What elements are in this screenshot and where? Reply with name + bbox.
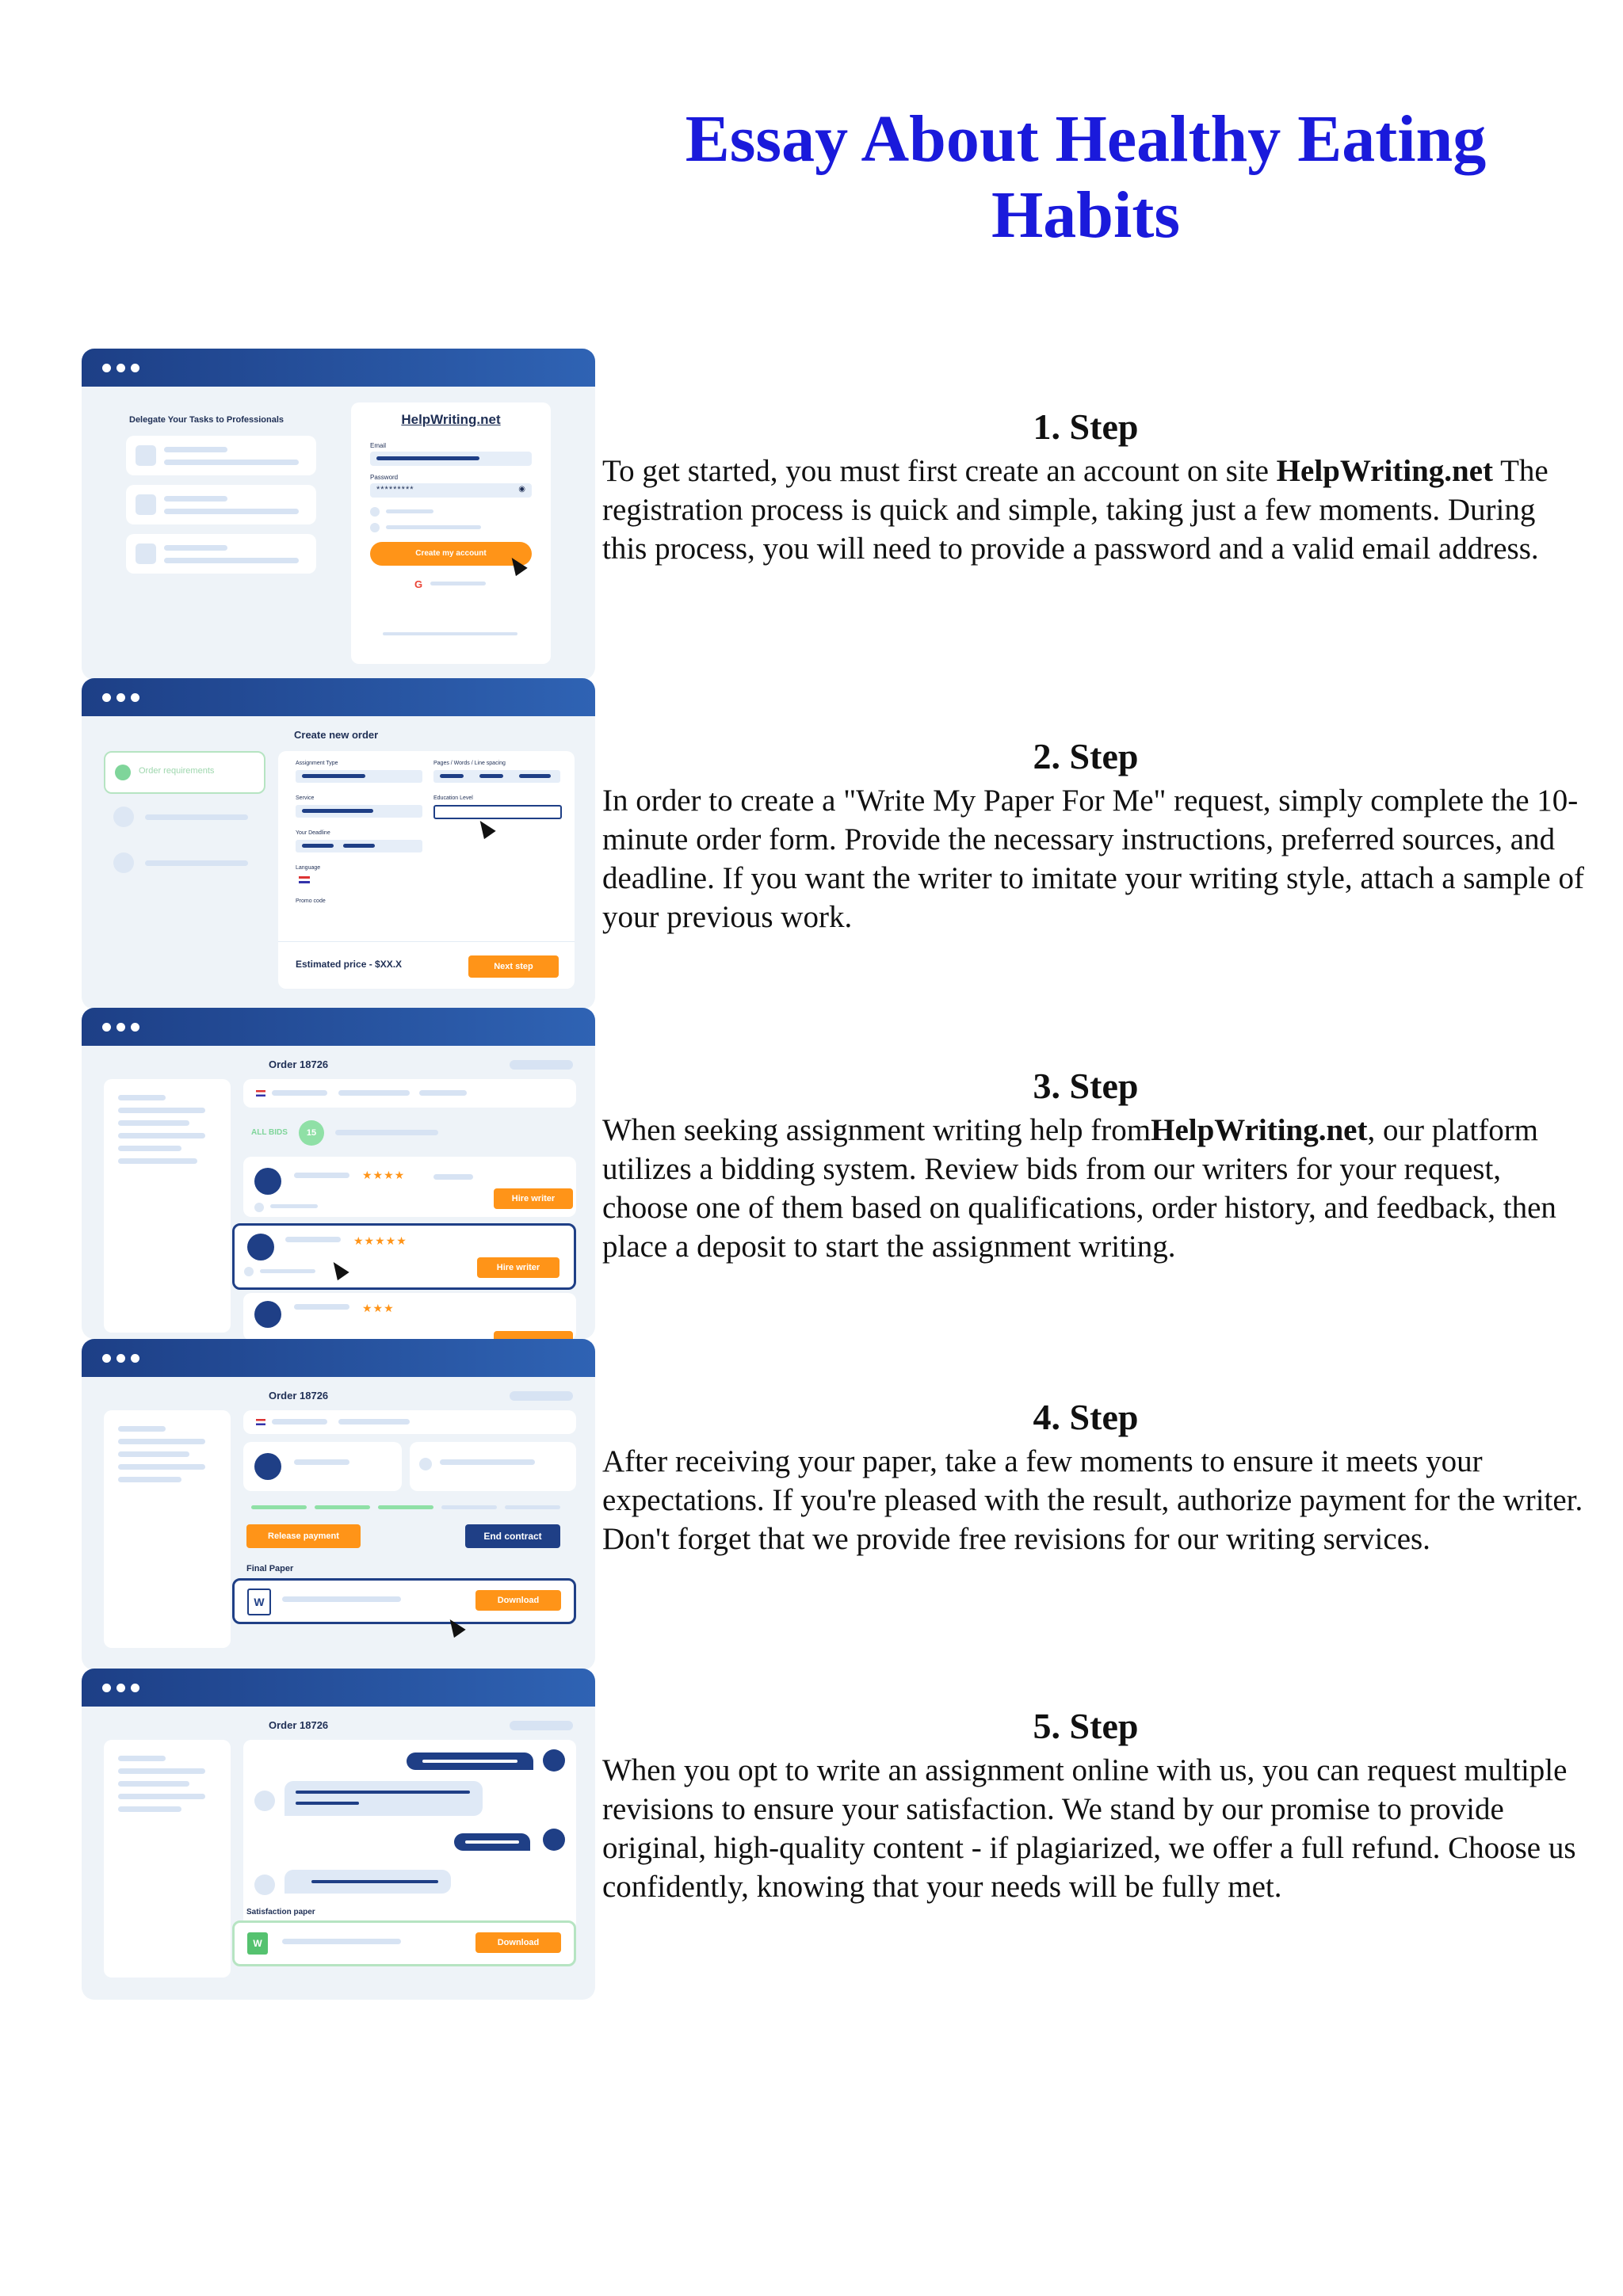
brand-link: HelpWriting.net [1151, 1113, 1368, 1147]
order-sidebar [104, 1740, 231, 1978]
word-file-icon: W [247, 1932, 268, 1955]
window-dot [102, 1354, 111, 1363]
mock-heading: Order 18726 [269, 1719, 329, 1731]
us-flag-icon [256, 1090, 265, 1097]
window-dot [131, 693, 139, 702]
chat-bubble-out [454, 1833, 530, 1851]
window-dot [131, 1023, 139, 1032]
window-dot [116, 693, 125, 702]
window-dot [102, 364, 111, 372]
us-flag-icon[interactable] [299, 876, 310, 883]
cursor-icon [474, 817, 495, 839]
window-dot [116, 1684, 125, 1692]
eye-icon[interactable]: ◉ [518, 485, 525, 494]
feature-card [126, 436, 316, 475]
service-select[interactable] [296, 805, 422, 818]
deadline-picker[interactable] [296, 840, 422, 852]
us-flag-icon [256, 1419, 265, 1425]
bids-label: ALL BIDS [251, 1128, 288, 1137]
order-form: Assignment Type Pages / Words / Line spacing Service Education Level Your Deadline Language Promo code Estimated price - $XX.X Next step [278, 751, 575, 989]
email-label: Email [370, 442, 387, 449]
writer-avatar [254, 1453, 281, 1480]
step-4-text: After receiving your paper, take a few moments to ensure it meets your expectations. If you're pleased with the result, authorize payment for the writer. Don't forget that we provide free revisions for our writing services. [602, 1444, 1583, 1556]
step-4-heading: 4. Step [1033, 1397, 1139, 1437]
feature-card [126, 485, 316, 524]
window-dot [102, 1023, 111, 1032]
checkbox[interactable] [370, 507, 380, 517]
bids-count-badge: 15 [299, 1120, 324, 1146]
user-avatar [543, 1749, 565, 1772]
step-5-heading: 5. Step [1033, 1706, 1139, 1746]
logo: HelpWriting.net [401, 412, 501, 427]
window-titlebar [82, 678, 595, 716]
mock-heading: Create new order [294, 729, 379, 741]
assignment-type-select[interactable] [296, 770, 422, 783]
release-payment-button[interactable]: Release payment [246, 1524, 361, 1548]
hire-writer-button[interactable]: Hire writer [494, 1188, 573, 1209]
download-button[interactable]: Download [475, 1590, 561, 1611]
window-dot [131, 1354, 139, 1363]
step-2-heading: 2. Step [1033, 736, 1139, 776]
google-icon[interactable]: G [414, 578, 423, 590]
chat-bubble-in [285, 1870, 451, 1894]
window-dot [131, 1684, 139, 1692]
window-dot [116, 1354, 125, 1363]
satisfaction-file[interactable] [232, 1920, 576, 1966]
window-dot [116, 1023, 125, 1032]
next-step-button[interactable]: Next step [468, 955, 559, 978]
writer-avatar [247, 1234, 274, 1261]
create-account-button[interactable]: Create my account [370, 542, 532, 566]
window-dot [102, 693, 111, 702]
password-field[interactable]: ********* ◉ [370, 483, 532, 498]
end-contract-button[interactable]: End contract [465, 1524, 560, 1548]
screenshot-revisions [82, 1669, 595, 2000]
bid-card [243, 1157, 576, 1217]
final-paper-file[interactable] [232, 1578, 576, 1624]
rating-stars: ★★★★ [362, 1169, 406, 1182]
chat-bubble-in [285, 1781, 483, 1816]
chat-panel [243, 1740, 576, 1930]
cursor-icon [327, 1258, 349, 1280]
bid-card [243, 1293, 576, 1339]
education-level-select[interactable] [433, 805, 562, 819]
window-titlebar [82, 349, 595, 387]
step-3-heading: 3. Step [1033, 1066, 1139, 1106]
pages-input[interactable] [433, 770, 560, 783]
step-2-text: In order to create a "Write My Paper For Me" request, simply complete the 10-minute order form. Provide the necessary instructions, preferred sources, and deadline. If you want the writer to imitate your writing style, attach a sample of your previous work. [602, 784, 1584, 934]
rating-stars: ★★★★★ [353, 1235, 407, 1248]
rating-stars: ★★★ [362, 1302, 395, 1315]
download-button[interactable]: Download [475, 1932, 561, 1953]
checkbox[interactable] [370, 523, 380, 532]
order-sidebar [104, 1410, 231, 1648]
steps-item-active[interactable]: Order requirements [104, 751, 265, 794]
email-field[interactable] [370, 452, 532, 466]
screenshot-final-paper [82, 1339, 595, 1670]
user-avatar [543, 1829, 565, 1851]
window-titlebar [82, 1669, 595, 1707]
hire-writer-button[interactable]: Hire writer [477, 1257, 559, 1278]
step-1-text: To get started, you must first create an account on site HelpWriting.net The registration process is quick and simple, taking just a few moments. During this process, you will need to provide a password and a valid email address. [602, 454, 1549, 566]
window-dot [116, 364, 125, 372]
writer-avatar [254, 1301, 281, 1328]
page-title: Essay About Healthy Eating Habits [685, 102, 1487, 252]
word-file-icon: W [247, 1589, 271, 1615]
mock-heading: Delegate Your Tasks to Professionals [129, 415, 285, 425]
mock-heading: Order 18726 [269, 1390, 329, 1402]
window-dot [102, 1684, 111, 1692]
bid-card-selected[interactable] [232, 1223, 576, 1290]
screenshot-bids [82, 1008, 595, 1339]
writer-card [243, 1442, 402, 1491]
signup-form [351, 402, 551, 664]
step-1-heading: 1. Step [1033, 406, 1139, 447]
estimated-price: Estimated price - $XX.X [296, 959, 403, 970]
feature-card [126, 534, 316, 574]
satisfaction-label: Satisfaction paper [246, 1908, 315, 1917]
chat-bubble-out [407, 1753, 533, 1770]
brand-link: HelpWriting.net [1276, 454, 1494, 488]
window-titlebar [82, 1339, 595, 1377]
final-paper-label: Final Paper [246, 1564, 294, 1573]
window-dot [131, 364, 139, 372]
step-5-text: When you opt to write an assignment online with us, you can request multiple revisions to ensure your satisfaction. We stand by our promise to provide original, high-quality content - if plagiarized, we offer a full refund. Choose us confidently, knowing that your needs will be fully met. [602, 1753, 1576, 1904]
screenshot-signup [82, 349, 595, 680]
writer-avatar [254, 1168, 281, 1195]
mock-heading: Order 18726 [269, 1058, 329, 1070]
screenshot-order-form [82, 678, 595, 1009]
order-sidebar [104, 1079, 231, 1333]
window-titlebar [82, 1008, 595, 1046]
step-3-text: When seeking assignment writing help fromHelpWriting.net, our platform utilizes a bidding system. Review bids from our writers for your request, choose one of them based on qualifications, order history, and feedback, then place a deposit to start the assignment writing. [602, 1113, 1556, 1264]
password-label: Password [370, 474, 399, 481]
